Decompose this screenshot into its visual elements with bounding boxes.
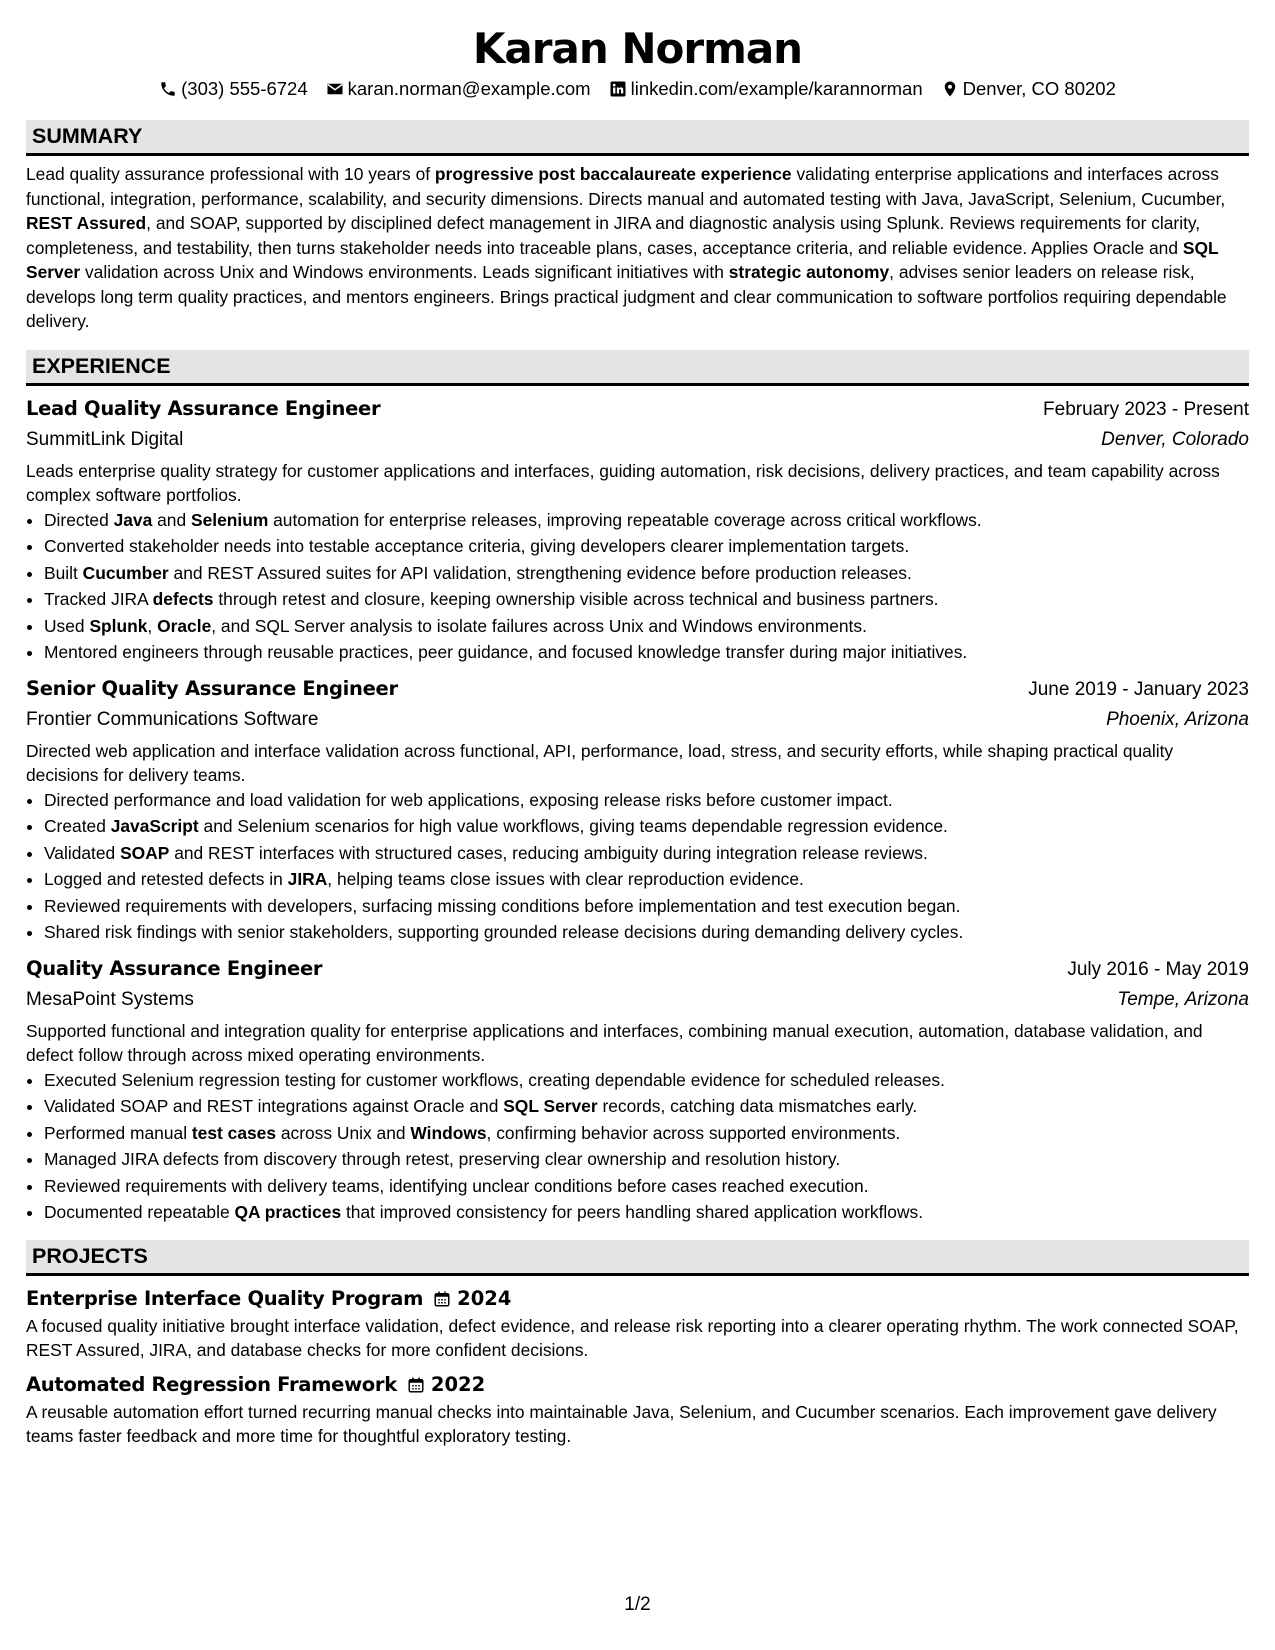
bullet-item: • Tracked JIRA defects through retest and closure, keeping ownership visible across technical and business partners. [44, 586, 1249, 613]
bullet-item: • Directed performance and load validation for web applications, exposing release risks before customer impact. [44, 787, 1249, 814]
calendar-icon [433, 1290, 451, 1308]
bullet-item: • Documented repeatable QA practices that improved consistency for peers handling shared application workflows. [44, 1199, 1249, 1226]
bullet-item: • Used Splunk, Oracle, and SQL Server analysis to isolate failures across Unix and Windows environments. [44, 613, 1249, 640]
company-name: Frontier Communications Software [26, 708, 319, 730]
company-name: SummitLink Digital [26, 428, 184, 450]
project-description: A reusable automation effort turned recurring manual checks into maintainable Java, Selenium, and Cucumber scenarios. Each improvement gave delivery teams faster feedback and more time for thoughtful exploratory testing. [26, 1401, 1217, 1446]
bullet-item: • Mentored engineers through reusable practices, peer guidance, and focused knowledge transfer during major initiatives. [44, 639, 1249, 666]
bullet-item: • Reviewed requirements with delivery teams, identifying unclear conditions before cases reached execution. [44, 1173, 1249, 1200]
phone-text: (303) 555-6724 [181, 78, 308, 99]
job-title: Quality Assurance Engineer [26, 956, 323, 980]
map-pin-icon [941, 80, 959, 98]
contact-linkedin[interactable] [609, 78, 923, 100]
projects-heading: PROJECTS [26, 1240, 1249, 1276]
job-title: Senior Quality Assurance Engineer [26, 676, 398, 700]
company-name: MesaPoint Systems [26, 988, 194, 1010]
contact-bar [26, 76, 1249, 102]
candidate-name: Karan Norman [472, 24, 803, 73]
bullet-item: • Built Cucumber and REST Assured suites for API validation, strengthening evidence before production releases. [44, 560, 1249, 587]
email-link[interactable]: karan.norman@example.com [347, 78, 591, 99]
bullet-item: • Logged and retested defects in JIRA, helping teams close issues with clear reproduction evidence. [44, 866, 1249, 893]
project-title: Automated Regression Framework [26, 1372, 397, 1396]
contact-email[interactable] [326, 78, 591, 100]
bullet-item: • Reviewed requirements with developers, surfacing missing conditions before implementation and test execution began. [44, 893, 1249, 920]
job-location: Phoenix, Arizona [1106, 708, 1249, 730]
experience-heading: EXPERIENCE [26, 350, 1249, 386]
job-location: Denver, Colorado [1101, 428, 1249, 450]
project-year [433, 1284, 511, 1314]
project-entry [26, 1284, 1249, 1362]
job-entry [26, 674, 1249, 946]
job-bullets [26, 787, 1249, 946]
bullet-item: • Shared risk findings with senior stakeholders, supporting grounded release decisions during demanding delivery cycles. [44, 919, 1249, 946]
job-title: Lead Quality Assurance Engineer [26, 396, 381, 420]
bullet-item: • Executed Selenium regression testing for customer workflows, creating dependable evidence for scheduled releases. [44, 1067, 1249, 1094]
project-year-text: 2022 [430, 1372, 486, 1396]
job-description: Supported functional and integration quality for enterprise applications and interfaces, combining manual execution, automation, database validation, and defect follow through across mixed operating environments. [26, 1020, 1203, 1065]
contact-location [941, 78, 1116, 100]
bullet-item: • Managed JIRA defects from discovery through retest, preserving clear ownership and resolution history. [44, 1146, 1249, 1173]
resume-page [26, 0, 1249, 1448]
job-description: Directed web application and interface validation across functional, API, performance, load, stress, and security efforts, while shaping practical quality decisions for delivery teams. [26, 740, 1174, 785]
job-dates: June 2019 - January 2023 [1028, 678, 1249, 700]
linkedin-link[interactable]: linkedin.com/example/karannorman [630, 78, 923, 99]
project-entry [26, 1370, 1249, 1448]
project-title: Enterprise Interface Quality Program [26, 1286, 424, 1310]
job-bullets [26, 507, 1249, 666]
job-description: Leads enterprise quality strategy for customer applications and interfaces, guiding automation, risk decisions, delivery practices, and team capability across complex software portfolios. [26, 460, 1220, 505]
project-year-text: 2024 [457, 1286, 512, 1310]
job-location: Tempe, Arizona [1117, 988, 1249, 1010]
phone-icon [159, 80, 177, 98]
job-dates: February 2023 - Present [1043, 398, 1249, 420]
calendar-icon [407, 1376, 425, 1394]
bullet-item: • Converted stakeholder needs into testable acceptance criteria, giving developers clearer implementation targets. [44, 533, 1249, 560]
bullet-item: • Created JavaScript and Selenium scenarios for high value workflows, giving teams dependable regression evidence. [44, 813, 1249, 840]
bullet-item: • Validated SOAP and REST integrations against Oracle and SQL Server records, catching data mismatches early. [44, 1093, 1249, 1120]
job-entry [26, 394, 1249, 666]
bullet-item: • Performed manual test cases across Unix and Windows, confirming behavior across supported environments. [44, 1120, 1249, 1147]
summary-heading: SUMMARY [26, 120, 1249, 156]
project-year [407, 1370, 485, 1400]
envelope-icon [326, 80, 344, 98]
contact-phone [159, 78, 308, 100]
bullet-item: • Validated SOAP and REST interfaces with structured cases, reducing ambiguity during integration release reviews. [44, 840, 1249, 867]
bullet-item: • Directed Java and Selenium automation for enterprise releases, improving repeatable coverage across critical workflows. [44, 507, 1249, 534]
page-number: 1/2 [624, 1594, 651, 1615]
job-bullets [26, 1067, 1249, 1226]
linkedin-icon [609, 80, 627, 98]
job-entry [26, 954, 1249, 1226]
project-description: A focused quality initiative brought interface validation, defect evidence, and release risk reporting into a clearer operating rhythm. The work connected SOAP, REST Assured, JIRA, and database checks for more confident decisions. [26, 1315, 1239, 1360]
job-dates: July 2016 - May 2019 [1067, 958, 1249, 980]
location-text: Denver, CO 80202 [962, 78, 1116, 99]
summary-text: Lead quality assurance professional with 10 years of progressive post baccalaureate experience validating enterprise applications and interfaces across functional, integration, performance, scalability, and security dimensions. Directs manual and automated testing with Java, JavaScript, Selenium, Cucumber, REST Assured, and SOAP, supported by disciplined defect management in JIRA and diagnostic analysis using Splunk. Reviews requirements for clarity, completeness, and testability, then turns stakeholder needs into traceable plans, cases, acceptance criteria, and reliable evidence. Applies Oracle and SQL Server validation across Unix and Windows environments. Leads significant initiatives with strategic autonomy, advises senior leaders on release risk, develops long term quality practices, and mentors engineers. Brings practical judgment and clear communication to software portfolios requiring dependable delivery. [26, 164, 1227, 331]
